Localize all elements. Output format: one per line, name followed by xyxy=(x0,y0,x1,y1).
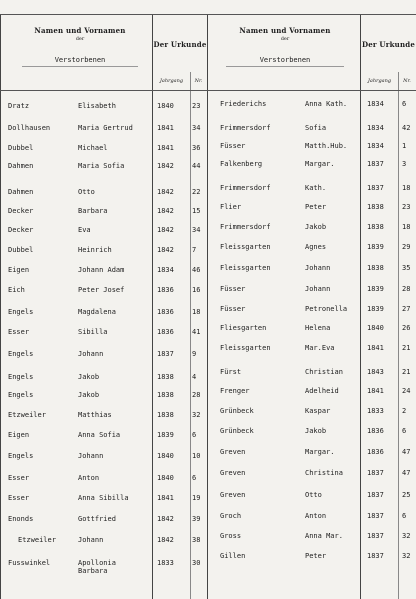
surname: Esser xyxy=(8,328,30,336)
surname: Dubbel xyxy=(8,144,34,152)
record-number: 21 xyxy=(402,344,411,352)
surname: Fürst xyxy=(220,368,242,376)
record-year: 1837 xyxy=(367,160,384,168)
surname: Fusswinkel xyxy=(8,559,51,567)
record-number: 18 xyxy=(402,184,411,192)
record-number: 6 xyxy=(192,474,197,482)
surname: Füsser xyxy=(220,142,246,150)
given-name: Johann xyxy=(78,452,104,460)
surname: Greven xyxy=(220,469,246,477)
surname: Frimmersdorf xyxy=(220,124,271,132)
left-border xyxy=(0,14,1,599)
record-number: 6 xyxy=(402,100,407,108)
given-name: Anton xyxy=(78,474,100,482)
given-name: Apollonia Barbara xyxy=(78,559,116,575)
surname: Groch xyxy=(220,512,242,520)
given-name: Agnes xyxy=(305,243,327,251)
surname: Eigen xyxy=(8,266,30,274)
record-number: 2 xyxy=(402,407,407,415)
given-name: Johann Adam xyxy=(78,266,125,274)
center-divider xyxy=(207,14,208,599)
record-year: 1841 xyxy=(157,144,174,152)
surname: Etzweiler xyxy=(18,536,56,544)
record-number: 26 xyxy=(402,324,411,332)
record-number: 25 xyxy=(402,491,411,499)
right-der-label: der xyxy=(280,36,290,42)
given-name: Gottfried xyxy=(78,515,116,523)
record-year: 1842 xyxy=(157,226,174,234)
record-number: 22 xyxy=(192,188,201,196)
surname: Greven xyxy=(220,491,246,499)
record-year: 1842 xyxy=(157,188,174,196)
record-number: 28 xyxy=(402,285,411,293)
record-number: 23 xyxy=(192,102,201,110)
record-number: 6 xyxy=(402,512,407,520)
given-name: Heinrich xyxy=(78,246,112,254)
record-year: 1842 xyxy=(157,246,174,254)
record-number: 1 xyxy=(402,142,407,150)
record-number: 27 xyxy=(402,305,411,313)
record-number: 34 xyxy=(192,124,201,132)
header-bottom-rule xyxy=(0,90,416,91)
record-number: 47 xyxy=(402,469,411,477)
surname: Engels xyxy=(8,391,34,399)
surname: Esser xyxy=(8,494,30,502)
given-name: Anna Sibilla xyxy=(78,494,129,502)
record-year: 1842 xyxy=(157,162,174,170)
record-number: 15 xyxy=(192,207,201,215)
record-year: 1840 xyxy=(367,324,384,332)
left-record-title: Der Urkunde xyxy=(153,40,207,49)
record-number: 6 xyxy=(192,431,197,439)
given-name: Margar. xyxy=(305,160,335,168)
record-year: 1841 xyxy=(157,494,174,502)
surname: Dahmen xyxy=(8,162,34,170)
record-number: 32 xyxy=(402,532,411,540)
given-name: Jakob xyxy=(305,223,327,231)
record-year: 1841 xyxy=(157,124,174,132)
record-number: 46 xyxy=(192,266,201,274)
record-year: 1840 xyxy=(157,452,174,460)
surname: Fleissgarten xyxy=(220,243,271,251)
given-name: Helena xyxy=(305,324,331,332)
given-name: Johann xyxy=(78,350,104,358)
surname: Grünbeck xyxy=(220,427,254,435)
right-deceased-label: Verstorbenen xyxy=(259,56,311,64)
surname: Gross xyxy=(220,532,242,540)
record-year: 1834 xyxy=(367,142,384,150)
given-name: Margar. xyxy=(305,448,335,456)
record-number: 38 xyxy=(192,536,201,544)
record-year: 1837 xyxy=(367,469,384,477)
surname: Dratz xyxy=(8,102,30,110)
record-year: 1836 xyxy=(157,286,174,294)
record-number: 24 xyxy=(402,387,411,395)
right-names-divider xyxy=(360,14,361,599)
right-year-divider xyxy=(398,72,399,599)
record-year: 1842 xyxy=(157,207,174,215)
record-number: 6 xyxy=(402,427,407,435)
surname: Dollhausen xyxy=(8,124,51,132)
surname: Enonds xyxy=(8,515,34,523)
surname: Dubbel xyxy=(8,246,34,254)
surname: Füsser xyxy=(220,285,246,293)
record-number: 36 xyxy=(192,144,201,152)
given-name: Johann xyxy=(305,264,331,272)
record-year: 1841 xyxy=(367,344,384,352)
record-year: 1839 xyxy=(367,305,384,313)
record-year: 1837 xyxy=(367,552,384,560)
record-number: 30 xyxy=(192,559,201,567)
surname: Falkenberg xyxy=(220,160,263,168)
record-year: 1841 xyxy=(367,387,384,395)
surname: Decker xyxy=(8,207,34,215)
record-number: 3 xyxy=(402,160,407,168)
left-names-title: Namen und Vornamen xyxy=(34,26,126,35)
given-name: Elisabeth xyxy=(78,102,116,110)
record-year: 1836 xyxy=(157,328,174,336)
given-name: Maria Gertrud xyxy=(78,124,133,132)
record-year: 1838 xyxy=(367,264,384,272)
given-name: Kath. xyxy=(305,184,327,192)
surname: Fliesgarten xyxy=(220,324,267,332)
given-name: Anna Mar. xyxy=(305,532,343,540)
record-year: 1836 xyxy=(367,448,384,456)
record-year: 1843 xyxy=(367,368,384,376)
record-year: 1833 xyxy=(367,407,384,415)
right-year-header: Jahrgang xyxy=(367,78,392,84)
record-year: 1838 xyxy=(367,223,384,231)
given-name: Matthias xyxy=(78,411,112,419)
given-name: Johann xyxy=(78,536,104,544)
surname: Gillen xyxy=(220,552,246,560)
record-number: 19 xyxy=(192,494,201,502)
surname: Flier xyxy=(220,203,242,211)
right-names-title: Namen und Vornamen xyxy=(239,26,331,35)
header-top-rule xyxy=(0,14,416,15)
record-year: 1834 xyxy=(157,266,174,274)
record-number: 9 xyxy=(192,350,197,358)
record-number: 28 xyxy=(192,391,201,399)
given-name: Sofia xyxy=(305,124,327,132)
record-number: 16 xyxy=(192,286,201,294)
record-year: 1837 xyxy=(367,532,384,540)
given-name: Christina xyxy=(305,469,343,477)
surname: Esser xyxy=(8,474,30,482)
record-number: 34 xyxy=(192,226,201,234)
record-number: 18 xyxy=(402,223,411,231)
left-names-divider xyxy=(152,14,153,599)
record-year: 1838 xyxy=(157,373,174,381)
surname: Engels xyxy=(8,308,34,316)
record-number: 35 xyxy=(402,264,411,272)
given-name: Anton xyxy=(305,512,327,520)
given-name: Johann xyxy=(305,285,331,293)
record-year: 1833 xyxy=(157,559,174,567)
record-number: 42 xyxy=(402,124,411,132)
given-name: Jakob xyxy=(78,373,100,381)
surname: Eich xyxy=(8,286,25,294)
surname: Fleissgarten xyxy=(220,264,271,272)
record-number: 44 xyxy=(192,162,201,170)
record-year: 1837 xyxy=(367,184,384,192)
given-name: Petronella xyxy=(305,305,348,313)
record-year: 1838 xyxy=(157,411,174,419)
given-name: Peter Josef xyxy=(78,286,125,294)
record-year: 1837 xyxy=(367,491,384,499)
left-nr-header: Nr. xyxy=(194,78,203,84)
record-year: 1842 xyxy=(157,536,174,544)
left-year-header: Jahrgang xyxy=(159,78,184,84)
given-name: Eva xyxy=(78,226,91,234)
record-number: 10 xyxy=(192,452,201,460)
surname: Engels xyxy=(8,350,34,358)
right-deceased-underline xyxy=(226,66,344,67)
record-year: 1838 xyxy=(367,203,384,211)
given-name: Peter xyxy=(305,552,327,560)
given-name: Maria Sofia xyxy=(78,162,125,170)
given-name: Sibilla xyxy=(78,328,108,336)
record-year: 1839 xyxy=(157,431,174,439)
given-name: Matth.Hub. xyxy=(305,142,348,150)
given-name: Otto xyxy=(78,188,95,196)
record-number: 4 xyxy=(192,373,197,381)
left-deceased-label: Verstorbenen xyxy=(54,56,106,64)
surname: Eigen xyxy=(8,431,30,439)
given-name: Anna Kath. xyxy=(305,100,348,108)
record-year: 1838 xyxy=(157,391,174,399)
surname: Engels xyxy=(8,452,34,460)
record-number: 47 xyxy=(402,448,411,456)
given-name: Jakob xyxy=(78,391,100,399)
record-number: 32 xyxy=(192,411,201,419)
right-record-title: Der Urkunde xyxy=(361,40,416,49)
given-name: Anna Sofia xyxy=(78,431,121,439)
left-der-label: der xyxy=(75,36,85,42)
surname: Grünbeck xyxy=(220,407,254,415)
record-year: 1840 xyxy=(157,102,174,110)
surname: Dahmen xyxy=(8,188,34,196)
surname: Decker xyxy=(8,226,34,234)
given-name: Otto xyxy=(305,491,322,499)
record-number: 21 xyxy=(402,368,411,376)
record-year: 1837 xyxy=(367,512,384,520)
record-year: 1834 xyxy=(367,100,384,108)
given-name: Barbara xyxy=(78,207,108,215)
record-year: 1840 xyxy=(157,474,174,482)
record-year: 1842 xyxy=(157,515,174,523)
surname: Engels xyxy=(8,373,34,381)
record-number: 7 xyxy=(192,246,197,254)
record-year: 1836 xyxy=(157,308,174,316)
record-year: 1839 xyxy=(367,285,384,293)
surname: Frimmersdorf xyxy=(220,223,271,231)
surname: Füsser xyxy=(220,305,246,313)
record-year: 1834 xyxy=(367,124,384,132)
record-year: 1836 xyxy=(367,427,384,435)
left-deceased-underline xyxy=(22,66,138,67)
record-number: 39 xyxy=(192,515,201,523)
record-number: 29 xyxy=(402,243,411,251)
given-name: Kaspar xyxy=(305,407,331,415)
given-name: Adelheid xyxy=(305,387,339,395)
record-year: 1839 xyxy=(367,243,384,251)
surname: Etzweiler xyxy=(8,411,46,419)
record-number: 23 xyxy=(402,203,411,211)
record-number: 18 xyxy=(192,308,201,316)
surname: Frenger xyxy=(220,387,250,395)
record-year: 1837 xyxy=(157,350,174,358)
surname: Greven xyxy=(220,448,246,456)
given-name: Christian xyxy=(305,368,343,376)
given-name: Peter xyxy=(305,203,327,211)
surname: Friederichs xyxy=(220,100,267,108)
record-number: 32 xyxy=(402,552,411,560)
left-year-divider xyxy=(190,72,191,599)
given-name: Jakob xyxy=(305,427,327,435)
given-name: Magdalena xyxy=(78,308,116,316)
surname: Fleissgarten xyxy=(220,344,271,352)
surname: Frimmersdorf xyxy=(220,184,271,192)
record-number: 41 xyxy=(192,328,201,336)
given-name: Mar.Eva xyxy=(305,344,335,352)
right-nr-header: Nr. xyxy=(403,78,411,84)
given-name: Michael xyxy=(78,144,108,152)
